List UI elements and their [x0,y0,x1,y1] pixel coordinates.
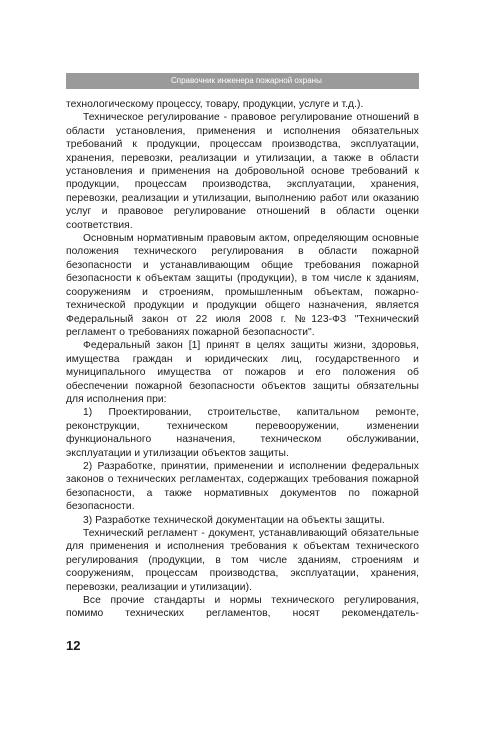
paragraph-other-standards: Все прочие стандарты и нормы технического регулирования, помимо технических регламентов, носят рекомендатель- [66,595,419,620]
list-item-2: 2) Разработке, принятии, применении и исполнении федеральных законов о технических регламентах, содержащих требования пожарной безопасности, а также нормативных документов по пожарной безопасности. [66,460,419,513]
paragraph-technical-regulation-definition: Техническое регулирование - правовое регулирование отношений в области установления, применения и исполнения обязательных требований к продукции, процессам производства, эксплуатации, хранения, перевозки, реализации и утилизации, а также в области установления и применения на добровольной основе требований к продукции, процессам производства, эксплуатации, хранения, перевозки, реализации и утилизации, выполнению работ или оказанию услуг и правовое регулирование отношений в области оценки соответствия. [66,112,419,231]
running-header [66,73,419,89]
list-item-1: 1) Проектировании, строительстве, капитальном ремонте, реконструкции, техническом перевооружении, изменении функционального назначения, техническом обслуживании, эксплуатации и утилизации объектов защиты. [66,407,419,459]
paragraph-main-legal-act: Основным нормативным правовым актом, определяющим основные положения технического регулирования в области пожарной безопасности и устанавливающим общие требования пожарной безопасности к объектам защиты (продукции), в том числе к зданиям, сооружениям и строениям, промышленным объектам, пожарно-технической продукции и продукции общего назначения, является Федеральный закон от 22 июля 2008 г. №123-ФЗ "Технический регламент о требованиях пожарной безопасности". [66,233,419,338]
page-number: 12 [66,638,81,653]
running-header-title: Справочник инженера пожарной охраны [171,76,322,85]
list-item-3: 3) Разработке технической документации на объекты защиты. [83,514,385,526]
paragraph-technical-reglament-definition: Технический регламент - документ, устанавливающий обязательные для применения и исполнения требования к объектам технического регулирования (продукции, в том числе зданиям, строениям и сооружениям, процессам производства, эксплуатации, хранения, перевозки, реализации и утилизации). [66,528,419,593]
paragraph-continuation: технологическому процессу, товару, продукции, услуге и т.д.). [66,99,364,110]
body-text [66,98,419,621]
paragraph-federal-law-purpose: Федеральный закон [1] принят в целях защиты жизни, здоровья, имущества граждан и юридических лиц, государственного и муниципального имущества от пожаров и его положения об обеспечении пожарной безопасности объектов защиты обязательны для исполнения при: [66,340,419,405]
